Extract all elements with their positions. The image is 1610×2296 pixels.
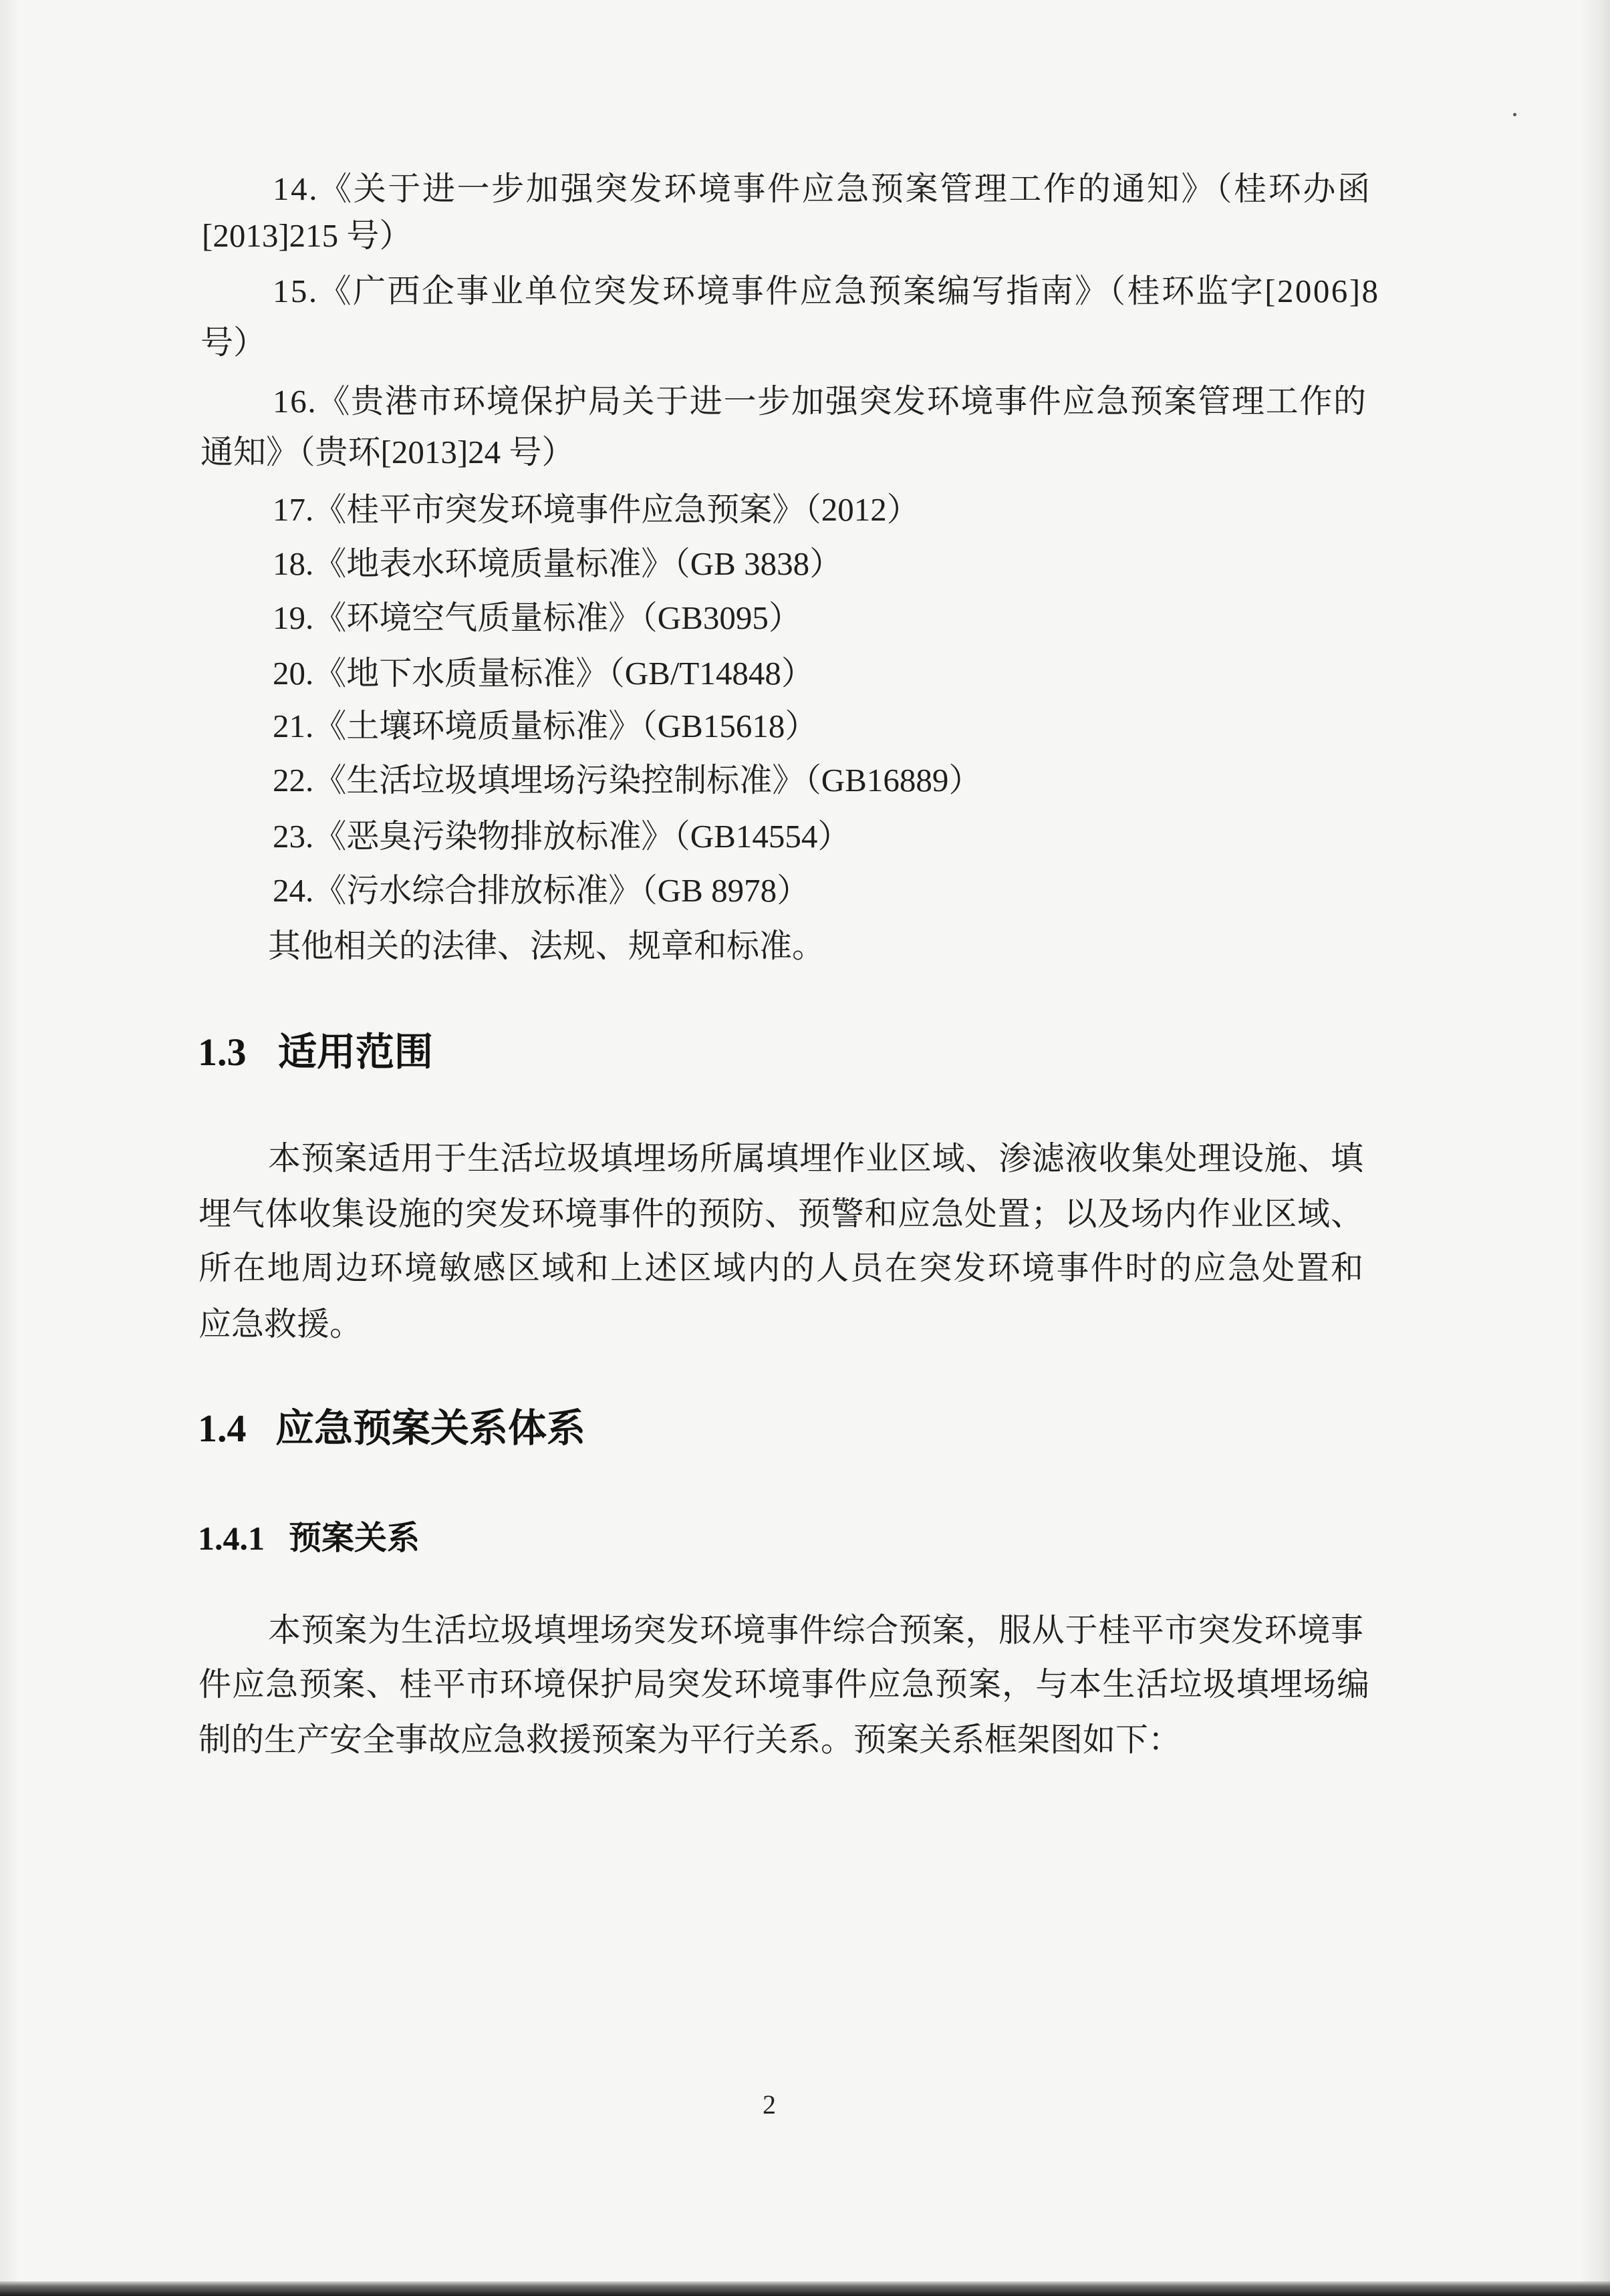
reference-15-line-2: 号） bbox=[200, 324, 267, 361]
scope-paragraph-line-2: 埋气体收集设施的突发环境事件的预防、预警和应急处置；以及场内作业区域、 bbox=[198, 1195, 1364, 1232]
references-closing: 其他相关的法律、法规、规章和标准。 bbox=[268, 927, 825, 964]
subsection-number: 1.4.1 bbox=[198, 1520, 265, 1557]
relationship-paragraph-line-3: 制的生产安全事故应急救援预案为平行关系。预案关系框架图如下： bbox=[198, 1721, 1182, 1758]
reference-20: 20.《地下水质量标准》（GB/T14848） bbox=[273, 655, 814, 692]
section-heading-1-4 bbox=[198, 1405, 799, 1453]
section-number: 1.3 bbox=[198, 1030, 247, 1074]
subsection-heading-1-4-1 bbox=[198, 1518, 599, 1558]
reference-17: 17.《桂平市突发环境事件应急预案》（2012） bbox=[273, 491, 920, 528]
reference-16-line-1: 16.《贵港市环境保护局关于进一步加强突发环境事件应急预案管理工作的 bbox=[273, 383, 1367, 420]
scan-edge-bottom bbox=[0, 2281, 1610, 2296]
reference-23: 23.《恶臭污染物排放标准》（GB14554） bbox=[273, 818, 851, 855]
scan-speck bbox=[1513, 113, 1516, 116]
subsection-title: 预案关系 bbox=[289, 1520, 420, 1556]
relationship-paragraph-line-2: 件应急预案、桂平市环境保护局突发环境事件应急预案，与本生活垃圾填埋场编 bbox=[198, 1666, 1371, 1703]
reference-24: 24.《污水综合排放标准》（GB 8978） bbox=[273, 872, 810, 909]
relationship-paragraph-line-1: 本预案为生活垃圾填埋场突发环境事件综合预案，服从于桂平市突发环境事 bbox=[268, 1612, 1364, 1648]
section-number: 1.4 bbox=[198, 1407, 247, 1450]
scope-paragraph-line-1: 本预案适用于生活垃圾填埋场所属填埋作业区域、渗滤液收集处理设施、填 bbox=[268, 1140, 1364, 1177]
reference-14-line-2: [2013]215 号） bbox=[202, 217, 412, 254]
reference-21: 21.《土壤环境质量标准》（GB15618） bbox=[273, 708, 818, 744]
section-title: 适用范围 bbox=[278, 1030, 434, 1074]
scan-edge-right bbox=[1579, 0, 1610, 2296]
scope-paragraph-line-3: 所在地周边环境敏感区域和上述区域内的人员在突发环境事件时的应急处置和 bbox=[198, 1250, 1365, 1286]
reference-19: 19.《环境空气质量标准》（GB3095） bbox=[273, 599, 801, 636]
section-title: 应急预案关系体系 bbox=[275, 1407, 586, 1450]
section-heading-1-3 bbox=[198, 1028, 732, 1077]
reference-15-line-1: 15.《广西企事业单位突发环境事件应急预案编写指南》（桂环监字[2006]8 bbox=[273, 273, 1380, 309]
reference-22: 22.《生活垃圾填埋场污染控制标准》（GB16889） bbox=[273, 762, 982, 799]
page-number: 2 bbox=[763, 2090, 776, 2120]
scan-edge-left bbox=[0, 0, 20, 2296]
reference-16-line-2: 通知》（贵环[2013]24 号） bbox=[200, 434, 575, 470]
reference-18: 18.《地表水环境质量标准》（GB 3838） bbox=[273, 545, 843, 582]
reference-14-line-1: 14.《关于进一步加强突发环境事件应急预案管理工作的通知》（桂环办函 bbox=[273, 170, 1372, 207]
scope-paragraph-line-4: 应急救援。 bbox=[198, 1306, 363, 1342]
